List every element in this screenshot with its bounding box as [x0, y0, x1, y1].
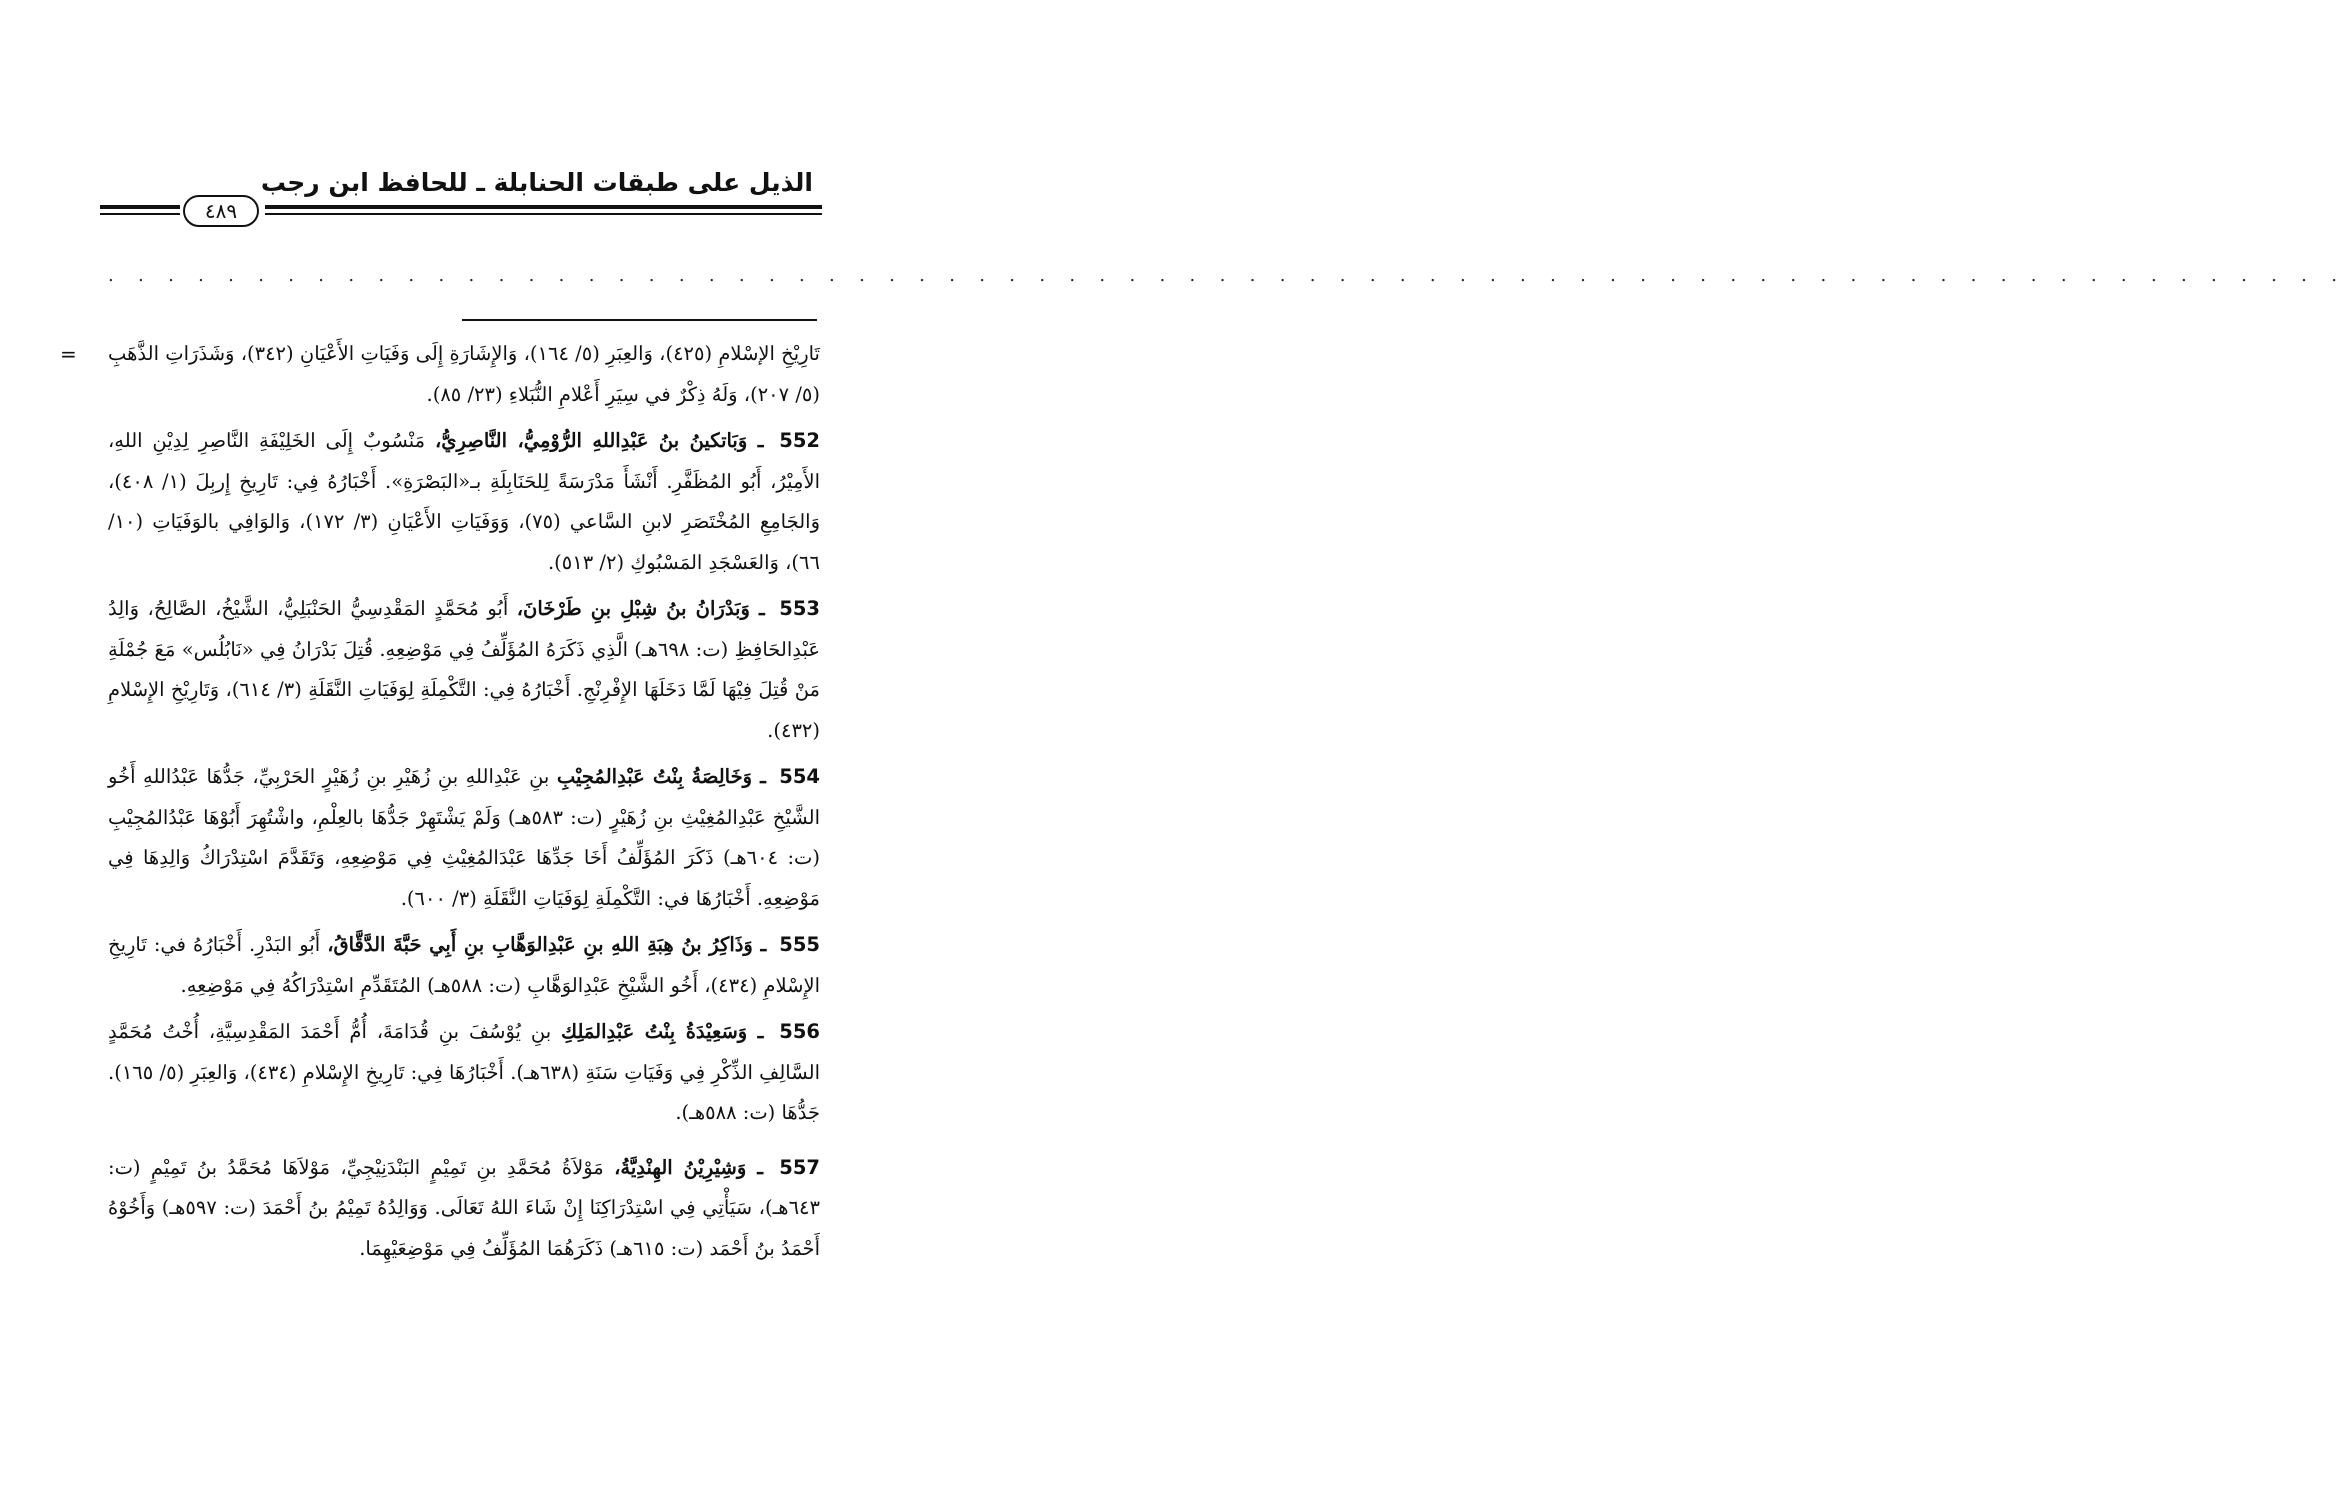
entry-557 [108, 1148, 820, 1270]
main-text [108, 334, 820, 1269]
entry-name: ـ وَخَالِصَةُ بِنْتُ عَبْدِالمُجِيْبِ [556, 765, 766, 788]
entry-552 [108, 421, 820, 583]
entry-name: ـ وَشِيْرِيْنُ الهِنْدِيَّةُ، [614, 1155, 763, 1179]
entry-text: بنِ يُوْسُفَ بنِ قُدَامَةَ، أُمُّ أَحْمَدَ المَقْدِسِيَّةِ، أُخْتُ مُحَمَّدٍ السَّالِفِ الذِّكْرِ فِي وَفَيَاتِ سَنَةِ (٦٣٨هـ). أَخْبَارُهَا فِي: تَارِيخِ الإِسْلامِ (٤٣٤)، وَالعِبَرِ (٥/ ١٦٥). جَدُّهَا (ت: ٥٨٨هـ). [108, 1020, 820, 1124]
header-rule-left-thin [100, 213, 180, 215]
dotted-separator: . . . . . . . . . . . . . . . . . . . . . . . . . . . . . . . . . . . . . . . . . . . . . . . . . . . . . . . . . . . . . . . . . . . . . . . . . . . [108, 265, 2346, 286]
entry-number: 556 [779, 1020, 820, 1043]
entry-text: مَنْسُوبٌ إِلَى الخَلِيْفَةِ النَّاصِرِ لِدِيْنِ اللهِ، الأَمِيْرُ، أَبُو المُظَفَّرِ. أَنْشَأَ مَدْرَسَةً لِلحَنَابِلَةِ بـ«البَصْرَةِ». أَخْبَارُهُ فِي: تَارِيخِ إِربِلَ (١/ ٤٠٨)، وَالجَامِعِ المُخْتَصَرِ لابنِ السَّاعي (٧٥)، وَوَفَيَاتِ الأَعْيَانِ (٣/ ١٧٢)، وَالوَافِي بالوَفَيَاتِ (١٠/ ٦٦)، وَالعَسْجَدِ المَسْبُوكِ (٢/ ٥١٣). [108, 429, 820, 574]
continuation-mark: = [60, 342, 77, 366]
entry-name: ـ وَبَاتكينُ بنُ عَبْدِاللهِ الرُّوْمِيُّ، النَّاصِرِيُّ، [434, 429, 764, 452]
entry-text: مَوْلاَةُ مُحَمَّدِ بنِ تَمِيْمٍ البَنْدَنِيْجِيِّ، مَوْلاَهَا مُحَمَّدُ بنُ تَمِيْمٍ (ت: ٦٤٣هـ)، سَيَأْتِي فِي اسْتِدْرَاكِنَا إِنْ شَاءَ اللهُ تَعَالَى. وَوَالِدُهُ تَمِيْمُ بنُ أَحْمَدَ (ت: ٥٩٧هـ) وَأَخُوْهُ أَحْمَدُ بنُ أَحْمَد (ت: ٦١٥هـ) ذَكَرَهُمَا المُؤَلِّفُ فِي مَوْضِعَيْهِمَا. [108, 1155, 820, 1260]
paragraph-continuation [108, 334, 820, 415]
entry-number: 552 [779, 429, 820, 452]
entry-number: 555 [779, 933, 820, 956]
entry-text: بنِ عَبْدِاللهِ بنِ زُهَيْرِ بنِ زُهَيْرٍ الحَرْبِيِّ، جَدُّهَا عَبْدُاللهِ أَخُو الشَّيْخِ عَبْدِالمُغِيْثِ بنِ زُهَيْرٍ (ت: ٥٨٣هـ) وَلَمْ يَشْتَهِرْ جَدُّهَا بالعِلْمِ، واشْتُهِرَ أَبُوْهَا عَبْدُالمُجِيْبِ (ت: ٦٠٤هـ) ذَكَرَ المُؤَلِّفُ أَخَا جَدِّهَا عَبْدَالمُغِيْثِ فِي مَوْضِعِهِ، وَتَقَدَّمَ اسْتِدْرَاكُ وَالِدِهَا فِي مَوْضِعِهِ. أَخْبَارُهَا في: التَّكْمِلَةِ لِوَفَيَاتِ النَّقَلَةِ (٣/ ٦٠٠). [108, 765, 820, 910]
entry-number: 554 [779, 765, 821, 788]
book-title: الذيل على طبقات الحنابلة ـ للحافظ ابن رجب [260, 168, 813, 197]
entry-553 [108, 589, 820, 751]
header-rule-right-thick [265, 205, 822, 209]
entry-name: ـ وَذَاكِرُ بنُ هِبَةِ اللهِ بنِ عَبْدِالوَهَّابِ بنِ أَبِي حَبَّةَ الدَّقَّاقُ، [327, 933, 767, 956]
entry-number: 557 [779, 1155, 820, 1179]
paragraph-text: تَارِيْخِ الإسْلامِ (٤٢٥)، وَالعِبَرِ (٥/ ١٦٤)، وَالإِشَارَةِ إِلَى وَفَيَاتِ الأَعْيَانِ (٣٤٢)، وَشَذَرَاتِ الذَّهَبِ (٥/ ٢٠٧)، وَلَهُ ذِكْرٌ في سِيَرِ أَعْلامِ النُّبَلاءِ (٢٣/ ٨٥). [108, 342, 820, 406]
entry-text: أَبُو مُحَمَّدٍ المَقْدِسِيُّ الحَنْبَلِيُّ، الشَّيْخُ، الصَّالِحُ، وَالِدُ عَبْدِالحَافِظِ (ت: ٦٩٨هـ) الَّذِي ذَكَرَهُ المُؤَلِّفُ فِي مَوْضِعِهِ. قُتِلَ بَدْرَانُ فِي «نَابُلُس» مَعَ جُمْلَةِ مَنْ قُتِلَ فِيْهَا لَمَّا دَخَلَهَا الإِفْرِنْجِ. أَخْبَارُهُ فِي: التَّكْمِلَةِ لِوَفَيَاتِ النَّقَلَةِ (٣/ ٦١٤)، وَتَارِيْخِ الإِسْلامِ (٤٣٢). [108, 597, 820, 742]
entry-name: ـ وَبَدْرَانُ بنُ شِبْلِ بنِ طَرْخَانَ، [516, 597, 765, 620]
header-rule-left-thick [100, 205, 180, 209]
entry-text: أَبُو البَدْرِ. أَخْبَارُهُ في: تَارِيخِ الإِسْلامِ (٤٣٤)، أَخُو الشَّيْخِ عَبْدِالوَهَّابِ (ت: ٥٨٨هـ) المُتَقَدِّمِ اسْتِدْرَاكُهُ فِي مَوْضِعِهِ. [108, 933, 820, 997]
page-number: ٤٨٩ [183, 195, 259, 227]
footnote-rule [462, 319, 817, 321]
entry-554 [108, 757, 820, 919]
header-rule-right-thin [265, 213, 822, 215]
entry-555 [108, 925, 820, 1006]
entry-556 [108, 1012, 820, 1134]
entry-name: ـ وَسَعِيْدَةُ بِنْتُ عَبْدِالمَلِكِ [561, 1020, 764, 1043]
entry-number: 553 [779, 597, 820, 620]
